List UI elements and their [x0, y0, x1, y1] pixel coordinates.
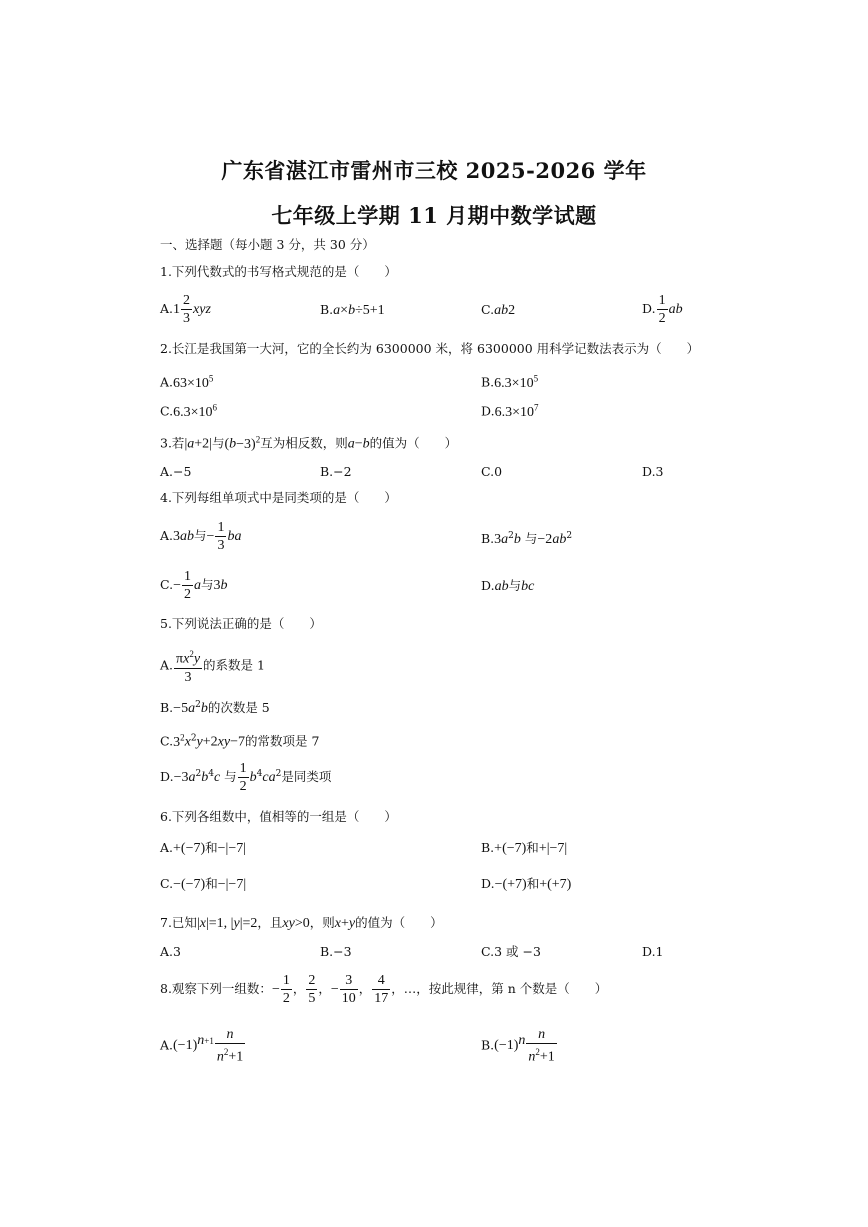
- q1-option-a: A.1 $\frac{2}{3}$ xyz: [160, 293, 211, 326]
- q4-option-c: C.− $\frac{1}{2}$ a与3b: [160, 569, 228, 602]
- exam-title-line1: 广东省湛江市雷州市三校 2025-2026 学年: [221, 158, 647, 183]
- q3-mid: 与: [211, 435, 225, 451]
- q5-option-b: $B.-5a^2b$的次数是 5: [160, 700, 270, 717]
- question-6: 6.下列各组数中，值相等的一组是（ ）: [160, 809, 397, 824]
- question-1: 1.下列代数式的书写格式规范的是（ ）: [160, 264, 397, 279]
- q3-option-c: C.0: [481, 464, 503, 479]
- q7-option-a: A.3: [160, 944, 181, 959]
- exam-title-line2: 七年级上学期 11 月期中数学试题: [271, 203, 597, 228]
- q8-option-b: $B.(-1)^n$ $\frac{n}{n^2+1}$: [481, 1027, 555, 1065]
- q4-option-d: D.ab与bc: [481, 578, 535, 594]
- q3-end: 的值为（ ）: [369, 435, 458, 451]
- q1-option-b: B.a×b÷5+1: [320, 302, 385, 318]
- q6-option-b: B.+(−7)和+|−7|: [481, 840, 568, 856]
- q5-option-c: $C.3^2x^2y+2xy-7$的常数项是 7: [160, 732, 320, 750]
- q2-option-b: $B.6.3\times 10^5$: [481, 373, 539, 391]
- q3-option-a: A.−5: [160, 464, 192, 479]
- question-3: 3.若|a+2|与$(b-3)^2$互为相反数，则a−b的值为（ ）: [160, 434, 458, 452]
- q4-option-a: A.3ab与− $\frac{1}{3}$ ba: [160, 520, 242, 553]
- section-heading: 一、选择题（每小题 3 分，共 30 分）: [160, 237, 375, 252]
- q8-option-a: $A.(-1)^{n+1}$ $\frac{n}{n^2+1}$: [160, 1027, 244, 1065]
- q6-option-c: C.−(−7)和−|−7|: [160, 876, 247, 892]
- q3-option-b: B.−2: [320, 464, 352, 479]
- q7-option-d: D.1: [642, 944, 664, 959]
- q5-option-d: $D.-3a^2b^4c$ 与 $\frac{1}{2}$ $b^4ca^2$是同类项: [160, 761, 332, 794]
- q1-option-d: D. $\frac{1}{2}$ ab: [642, 293, 683, 326]
- q3-option-d: D.3: [642, 464, 664, 479]
- question-7: 7.已知|x|=1, |y|=2，且xy>0，则x+y的值为（ ）: [160, 915, 443, 931]
- q5-option-a: A. $\frac{\pi x^2y}{3}$ 的系数是 1: [160, 646, 265, 686]
- q6-option-d: D.−(+7)和+(+7): [481, 876, 572, 892]
- question-4: 4.下列每组单项式中是同类项的是（ ）: [160, 490, 397, 505]
- question-2: 2.长江是我国第一大河，它的全长约为 6300000 米，将 6300000 用科学记数法表示为（ ）: [160, 341, 700, 356]
- q2-option-c: $C.6.3\times 10^6$: [160, 402, 217, 420]
- question-5: 5.下列说法正确的是（ ）: [160, 616, 322, 631]
- q2-option-d: $D.6.3\times 10^7$: [481, 402, 539, 420]
- q3-prefix: 3.若: [160, 435, 185, 451]
- question-8: 8.观察下列一组数：− $\frac{1}{2}$ ， $\frac{2}{5}$ ，− $\frac{3}{10}$ ， $\frac{4}{17}$ ，…，按此规律，第 n 个数是（ ）: [160, 973, 608, 1006]
- q6-option-a: A.+(−7)和−|−7|: [160, 840, 247, 856]
- q1-option-c: C.ab2: [481, 302, 516, 318]
- q4-option-b: $B.3a^2b$ 与$-2ab^2$: [481, 531, 573, 548]
- q7-option-c: C.3 或 −3: [481, 944, 541, 959]
- q3-suffix: 互为相反数，则: [260, 435, 348, 451]
- q7-option-b: B.−3: [320, 944, 352, 959]
- q2-option-a: $A.63\times 10^5$: [160, 373, 214, 391]
